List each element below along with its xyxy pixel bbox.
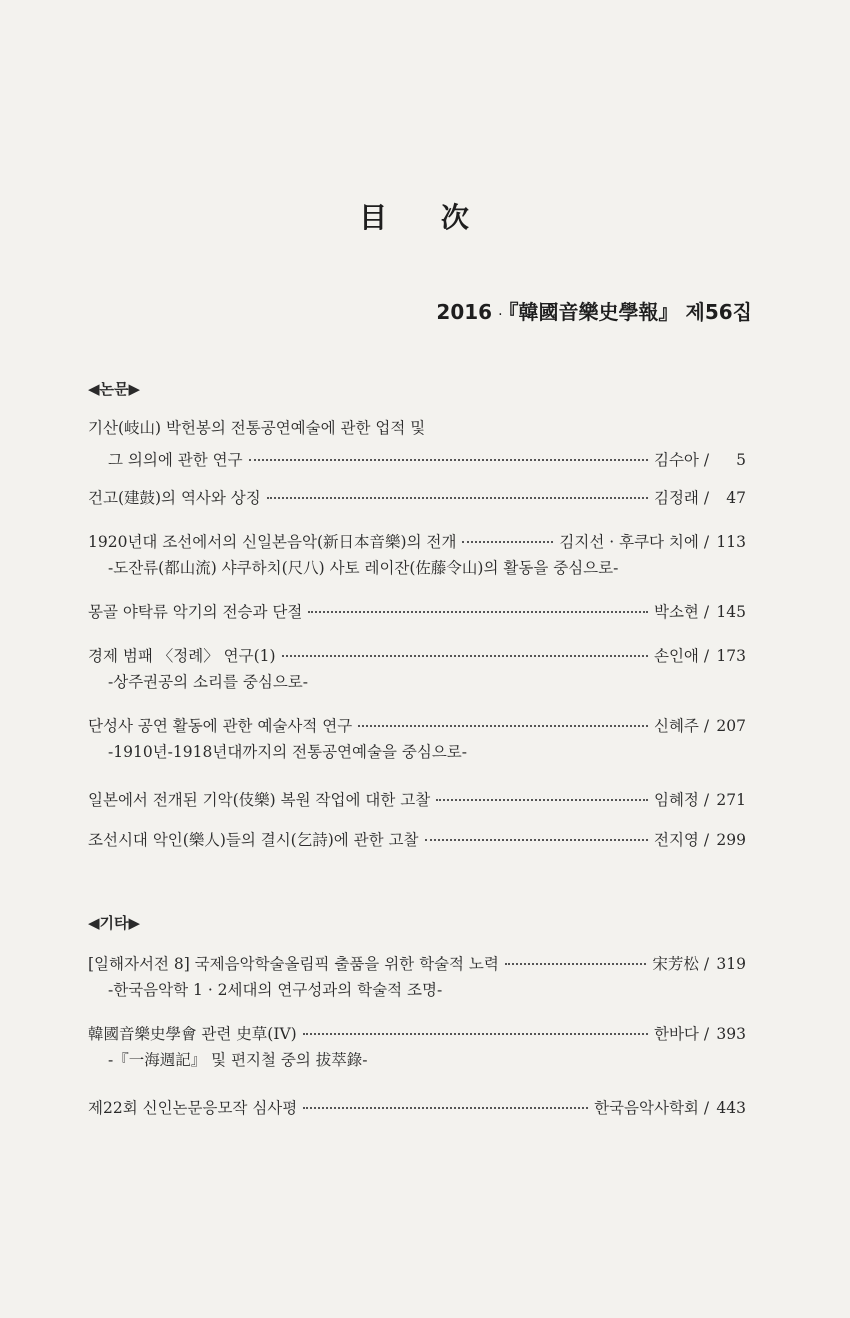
entry-title-continued: 그 의의에 관한 연구 <box>108 451 243 469</box>
entry-subtitle: -상주권공의 소리를 중심으로- <box>108 673 309 691</box>
toc-entry[interactable] <box>88 954 746 1000</box>
separator: / <box>703 603 710 621</box>
separator: / <box>703 1025 710 1043</box>
dot-leader <box>462 541 553 543</box>
entry-title: 일본에서 전개된 기악(伎樂) 복원 작업에 대한 고찰 <box>88 791 431 809</box>
entry-title: 1920년대 조선에서의 신일본음악(新日本音樂)의 전개 <box>88 533 457 551</box>
entry-author: 한국음악사학회 <box>594 1099 699 1117</box>
entry-author-page <box>654 790 746 810</box>
entry-author-page <box>654 450 746 470</box>
entry-subtitle: -『一海週記』 및 편지철 중의 拔萃錄- <box>108 1051 368 1069</box>
toc-entry[interactable] <box>88 1098 746 1118</box>
entry-title: 단성사 공연 활동에 관한 예술사적 연구 <box>88 717 353 735</box>
separator: / <box>703 1099 710 1117</box>
separator: / <box>703 955 710 973</box>
journal-name: 『韓國音樂史學報』 <box>508 300 679 324</box>
dot-leader <box>303 1033 648 1035</box>
entry-author: 손인애 <box>653 647 699 665</box>
entry-page: 393 <box>716 1025 746 1043</box>
entry-title: 조선시대 악인(樂人)들의 결시(乞詩)에 관한 고찰 <box>88 831 419 849</box>
separator: / <box>703 489 710 507</box>
toc-entry[interactable] <box>88 602 746 622</box>
entry-author: 宋芳松 <box>652 955 699 973</box>
entry-subtitle: -도잔류(都山流) 샤쿠하치(尺八) 사토 레이잔(佐藤令山)의 활동을 중심으로- <box>108 559 619 577</box>
toc-entry[interactable] <box>88 716 746 762</box>
entry-title: 경제 범패 〈정례〉 연구(1) <box>88 647 276 665</box>
entry-page: 47 <box>726 489 746 507</box>
entry-author-page <box>654 1024 746 1044</box>
entry-title: 건고(建鼓)의 역사와 상징 <box>88 489 261 507</box>
page-title: 目 次 <box>359 201 491 234</box>
entry-author: 신혜주 <box>653 717 699 735</box>
separator: / <box>703 717 710 735</box>
entry-author: 김수아 <box>653 451 699 469</box>
entry-author-page <box>654 646 746 666</box>
toc-entry[interactable] <box>88 488 746 508</box>
entry-page: 207 <box>716 717 746 735</box>
issue-year: 2016 <box>436 300 493 324</box>
dot-leader <box>425 839 648 841</box>
toc-entry[interactable] <box>88 418 746 470</box>
dot-leader <box>249 459 648 461</box>
entry-author: 김지선 · 후쿠다 치에 <box>559 533 699 551</box>
section-heading-papers: ◀논문▶ <box>88 380 141 398</box>
entry-page: 113 <box>716 533 746 551</box>
entry-author-page <box>594 1098 746 1118</box>
entry-author-page <box>559 532 746 552</box>
entry-title: 기산(岐山) 박헌봉의 전통공연예술에 관한 업적 및 <box>88 419 426 437</box>
entry-author-page <box>652 954 746 974</box>
entry-subtitle: -한국음악학 1 · 2세대의 연구성과의 학술적 조명- <box>108 981 443 999</box>
entry-title: 몽골 야탁류 악기의 전승과 단절 <box>88 603 303 621</box>
entry-author-page <box>654 488 746 508</box>
dot-leader <box>308 611 648 613</box>
toc-entry[interactable] <box>88 1024 746 1070</box>
entry-subtitle: -1910년-1918년대까지의 전통공연예술을 중심으로- <box>108 743 468 761</box>
entry-author: 전지영 <box>653 831 699 849</box>
dot-leader <box>267 497 648 499</box>
entry-page: 443 <box>716 1099 746 1117</box>
toc-entry[interactable] <box>88 646 746 692</box>
entry-author-page <box>654 716 746 736</box>
dot-leader <box>436 799 648 801</box>
entry-page: 173 <box>716 647 746 665</box>
separator: / <box>703 791 710 809</box>
entry-author-page <box>654 830 746 850</box>
entry-title: 제22회 신인논문응모작 심사평 <box>88 1099 298 1117</box>
entry-author: 임혜정 <box>653 791 699 809</box>
toc-entry[interactable] <box>88 532 746 578</box>
issue-volume: 제56집 <box>685 300 752 324</box>
entry-page: 271 <box>716 791 746 809</box>
entry-author-page <box>654 602 746 622</box>
entry-author: 한바다 <box>653 1025 699 1043</box>
entry-author: 박소현 <box>653 603 699 621</box>
separator: / <box>703 533 710 551</box>
entry-author: 김정래 <box>653 489 699 507</box>
dot-leader <box>505 963 647 965</box>
entry-page: 299 <box>716 831 746 849</box>
dot-leader <box>303 1107 588 1109</box>
section-heading-other: ◀기타▶ <box>88 914 141 932</box>
toc-entry[interactable] <box>88 830 746 850</box>
issue-heading <box>436 296 752 325</box>
entry-title: 韓國音樂史學會 관련 史草(IV) <box>88 1025 297 1043</box>
entry-page: 319 <box>716 955 746 973</box>
toc-entry[interactable] <box>88 790 746 810</box>
dot-leader <box>282 655 648 657</box>
entry-title: [일해자서전 8] 국제음악학술올림픽 출품을 위한 학술적 노력 <box>88 955 499 973</box>
entry-page: 145 <box>716 603 746 621</box>
separator: / <box>703 647 710 665</box>
entry-page: 5 <box>736 451 746 469</box>
dot-leader <box>358 725 648 727</box>
separator: / <box>703 831 710 849</box>
separator: / <box>703 451 710 469</box>
issue-dot: · <box>498 307 503 323</box>
